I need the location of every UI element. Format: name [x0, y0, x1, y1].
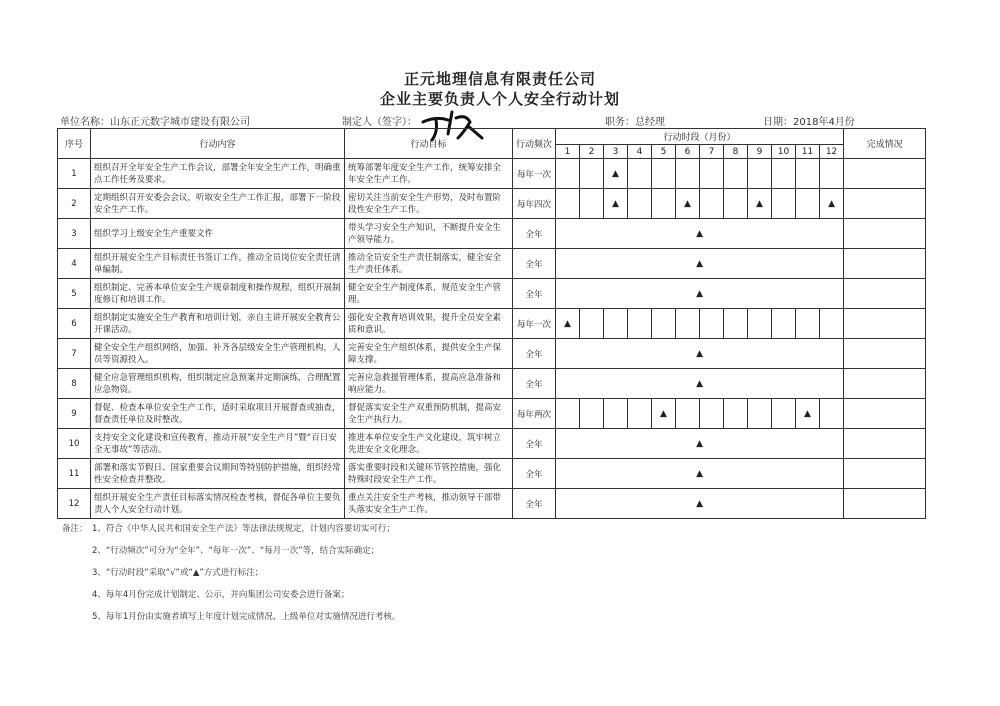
author-label: 制定人（签字）：	[342, 117, 417, 128]
triangle-mark-icon: ▲	[696, 468, 703, 479]
month-header: 12	[820, 145, 844, 159]
table-row	[58, 459, 926, 489]
month-cell	[676, 159, 700, 189]
month-cell	[796, 309, 820, 339]
month-cell	[604, 189, 628, 219]
header-goal: 行动目标	[345, 129, 513, 159]
month-cell	[580, 189, 604, 219]
triangle-mark-icon: ▲	[696, 348, 703, 359]
all-year-period-cell	[556, 249, 844, 279]
month-header: 4	[628, 145, 652, 159]
triangle-mark-icon: ▲	[696, 378, 703, 389]
company-title: 正元地理信息有限责任公司	[403, 70, 596, 88]
action-content: 组织制定实施安全生产教育和培训计划，亲自主讲开展安全教育公开课活动。	[91, 309, 345, 339]
unit-value: 山东正元数字城市建设有限公司	[110, 117, 250, 128]
notes-label: 备注：	[62, 524, 88, 534]
all-year-period-cell	[556, 429, 844, 459]
triangle-mark-icon: ▲	[804, 408, 811, 419]
row-number: 12	[58, 489, 91, 519]
month-cell	[700, 159, 724, 189]
month-header: 11	[796, 145, 820, 159]
completion-status	[844, 219, 926, 249]
table-row	[58, 279, 926, 309]
month-cell	[676, 189, 700, 219]
month-cell	[556, 159, 580, 189]
month-cell	[772, 159, 796, 189]
month-header: 10	[772, 145, 796, 159]
row-number: 6	[58, 309, 91, 339]
notes-section	[62, 518, 400, 628]
document-title: 企业主要负责人个人安全行动计划	[379, 90, 620, 108]
position-field	[605, 113, 665, 128]
month-cell	[772, 309, 796, 339]
header-period: 行动时段（月份）	[556, 129, 844, 145]
month-header: 6	[676, 145, 700, 159]
action-content: 组织召开全年安全生产工作会议，部署全年安全生产工作，明确重点工作任务及要求。	[91, 159, 345, 189]
triangle-mark-icon: ▲	[612, 198, 619, 209]
month-cell	[556, 399, 580, 429]
unit-field	[60, 113, 250, 128]
action-goal: 带头学习安全生产知识，不断提升安全生产领导能力。	[345, 219, 513, 249]
action-plan-table	[57, 128, 926, 519]
action-frequency: 全年	[513, 459, 556, 489]
action-goal: 推动全员安全生产责任制落实，健全安全生产责任体系。	[345, 249, 513, 279]
completion-status	[844, 339, 926, 369]
action-frequency: 每年两次	[513, 399, 556, 429]
completion-status	[844, 309, 926, 339]
table-row	[58, 159, 926, 189]
action-goal: 完善安全生产组织体系，提供安全生产保障支撑。	[345, 339, 513, 369]
month-cell	[724, 189, 748, 219]
completion-status	[844, 249, 926, 279]
triangle-mark-icon: ▲	[612, 168, 619, 179]
action-frequency: 全年	[513, 339, 556, 369]
action-goal: 完善应急救援管理体系，提高应急准备和响应能力。	[345, 369, 513, 399]
all-year-period-cell	[556, 339, 844, 369]
month-header: 5	[652, 145, 676, 159]
month-cell	[724, 309, 748, 339]
position-label: 职务：	[605, 117, 635, 128]
table-row	[58, 219, 926, 249]
month-cell	[820, 309, 844, 339]
table-row	[58, 189, 926, 219]
date-label: 日期：	[763, 117, 793, 128]
month-cell	[724, 159, 748, 189]
action-content: 定期组织召开安委会会议，听取安全生产工作汇报，部署下一阶段安全生产工作。	[91, 189, 345, 219]
month-cell	[652, 399, 676, 429]
action-frequency: 全年	[513, 249, 556, 279]
note-text: 1、符合《中华人民共和国安全生产法》等法律法规规定，计划内容要切实可行；	[92, 524, 395, 534]
row-number: 1	[58, 159, 91, 189]
month-cell	[628, 399, 652, 429]
action-frequency: 全年	[513, 369, 556, 399]
row-number: 3	[58, 219, 91, 249]
month-cell	[772, 189, 796, 219]
action-goal: 落实重要时段和关键环节管控措施，强化特殊时段安全生产工作。	[345, 459, 513, 489]
month-cell	[700, 189, 724, 219]
table-row	[58, 249, 926, 279]
completion-status	[844, 459, 926, 489]
action-goal: 重点关注安全生产考核，推动领导干部带头落实安全生产工作。	[345, 489, 513, 519]
month-cell	[820, 399, 844, 429]
month-cell	[652, 309, 676, 339]
action-frequency: 每年一次	[513, 309, 556, 339]
row-number: 5	[58, 279, 91, 309]
date-value: 2018年4月份	[793, 117, 855, 128]
row-number: 10	[58, 429, 91, 459]
all-year-period-cell	[556, 459, 844, 489]
month-cell	[652, 159, 676, 189]
triangle-mark-icon: ▲	[756, 198, 763, 209]
action-frequency: 全年	[513, 489, 556, 519]
month-cell	[796, 189, 820, 219]
month-cell	[652, 189, 676, 219]
note-line-4	[62, 584, 400, 606]
table-body	[58, 159, 926, 519]
note-text: 5、每年1月份由实施者填写上年度计划完成情况，上级单位对实施情况进行考核。	[92, 612, 401, 622]
month-header: 7	[700, 145, 724, 159]
note-line-5	[62, 606, 400, 628]
completion-status	[844, 399, 926, 429]
action-frequency: 每年四次	[513, 189, 556, 219]
month-cell	[628, 309, 652, 339]
completion-status	[844, 429, 926, 459]
triangle-mark-icon: ▲	[660, 408, 667, 419]
action-goal: 推进本单位安全生产文化建设，筑牢树立先进安全文化理念。	[345, 429, 513, 459]
month-cell	[796, 159, 820, 189]
month-cell	[556, 309, 580, 339]
month-header: 9	[748, 145, 772, 159]
month-cell	[700, 309, 724, 339]
header-frequency: 行动频次	[513, 129, 556, 159]
month-header: 2	[580, 145, 604, 159]
action-content: 组织开展安全生产责任目标落实情况检查考核，督促各单位主要负责人个人安全行动计划。	[91, 489, 345, 519]
month-cell	[676, 309, 700, 339]
month-cell	[724, 399, 748, 429]
month-cell	[604, 399, 628, 429]
action-content: 组织学习上级安全生产重要文件	[91, 219, 345, 249]
row-number: 7	[58, 339, 91, 369]
header-content: 行动内容	[91, 129, 345, 159]
action-frequency: 全年	[513, 279, 556, 309]
all-year-period-cell	[556, 279, 844, 309]
month-cell	[580, 159, 604, 189]
table-row	[58, 339, 926, 369]
all-year-period-cell	[556, 369, 844, 399]
table-row	[58, 309, 926, 339]
action-frequency: 每年一次	[513, 159, 556, 189]
month-header: 8	[724, 145, 748, 159]
table-row	[58, 429, 926, 459]
action-frequency: 全年	[513, 219, 556, 249]
month-cell	[556, 189, 580, 219]
action-content: 组织制定、完善本单位安全生产规章制度和操作规程，组织开展制度修订和培训工作。	[91, 279, 345, 309]
month-cell	[796, 399, 820, 429]
row-number: 11	[58, 459, 91, 489]
month-cell	[748, 309, 772, 339]
completion-status	[844, 489, 926, 519]
month-cell	[628, 159, 652, 189]
header-no: 序号	[58, 129, 91, 159]
triangle-mark-icon: ▲	[684, 198, 691, 209]
triangle-mark-icon: ▲	[696, 228, 703, 239]
month-header: 3	[604, 145, 628, 159]
date-field	[763, 113, 855, 128]
month-cell	[748, 189, 772, 219]
table-row	[58, 489, 926, 519]
triangle-mark-icon: ▲	[696, 498, 703, 509]
action-goal: 统筹部署年度安全生产工作，统筹安排全年安全生产工作。	[345, 159, 513, 189]
month-cell	[772, 399, 796, 429]
position-value: 总经理	[635, 117, 665, 128]
triangle-mark-icon: ▲	[696, 258, 703, 269]
note-line-3	[62, 562, 400, 584]
month-cell	[820, 159, 844, 189]
month-cell	[604, 309, 628, 339]
row-number: 2	[58, 189, 91, 219]
action-content: 部署和落实节假日、国家重要会议期间等特别防护措施，组织经常性安全检查并整改。	[91, 459, 345, 489]
all-year-period-cell	[556, 489, 844, 519]
row-number: 8	[58, 369, 91, 399]
action-content: 组织开展安全生产目标责任书签订工作，推动全员岗位安全责任清单编制。	[91, 249, 345, 279]
action-content: 健全安全生产组织网络，加强、补齐各层级安全生产管理机构，人员等资源投入。	[91, 339, 345, 369]
unit-label: 单位名称：	[60, 117, 110, 128]
action-content: 支持安全文化建设和宣传教育，推动开展“安全生产月”暨“百日安全无事故”等活动。	[91, 429, 345, 459]
month-cell	[820, 189, 844, 219]
completion-status	[844, 189, 926, 219]
completion-status	[844, 159, 926, 189]
triangle-mark-icon: ▲	[696, 438, 703, 449]
triangle-mark-icon: ▲	[828, 198, 835, 209]
month-cell	[580, 309, 604, 339]
all-year-period-cell	[556, 219, 844, 249]
action-goal: 密切关注当前安全生产形势，及时布置阶段性安全生产工作。	[345, 189, 513, 219]
completion-status	[844, 279, 926, 309]
month-cell	[748, 159, 772, 189]
note-line-2	[62, 540, 400, 562]
month-header: 1	[556, 145, 580, 159]
month-cell	[700, 399, 724, 429]
action-content: 健全应急管理组织机构，组织制定应急预案并定期演练，合理配置应急物资。	[91, 369, 345, 399]
action-frequency: 全年	[513, 429, 556, 459]
month-cell	[604, 159, 628, 189]
completion-status	[844, 369, 926, 399]
triangle-mark-icon: ▲	[564, 318, 571, 329]
row-number: 4	[58, 249, 91, 279]
note-text: 3、“行动时段”采取“√”或“▲”方式进行标注；	[92, 568, 264, 578]
month-cell	[676, 399, 700, 429]
triangle-mark-icon: ▲	[696, 288, 703, 299]
action-goal: 督促落实安全生产双重预防机制，提高安全生产执行力。	[345, 399, 513, 429]
action-goal: 健全安全生产制度体系，规范安全生产管理。	[345, 279, 513, 309]
note-line-1	[62, 518, 400, 540]
note-text: 4、每年4月份完成计划制定、公示，并向集团公司安委会进行备案；	[92, 590, 350, 600]
row-number: 9	[58, 399, 91, 429]
month-cell	[748, 399, 772, 429]
table-row	[58, 399, 926, 429]
header-status: 完成情况	[844, 129, 926, 159]
month-cell	[580, 399, 604, 429]
author-field	[342, 113, 417, 128]
month-cell	[628, 189, 652, 219]
action-content: 督促、检查本单位安全生产工作，适时采取项目开展督查或抽查，督查责任单位及时整改。	[91, 399, 345, 429]
action-goal: 强化安全教育培训效果，提升全员安全素质和意识。	[345, 309, 513, 339]
table-row	[58, 369, 926, 399]
note-text: 2、“行动频次”可分为“全年”、“每年一次”、“每月一次”等，结合实际确定；	[92, 546, 380, 556]
